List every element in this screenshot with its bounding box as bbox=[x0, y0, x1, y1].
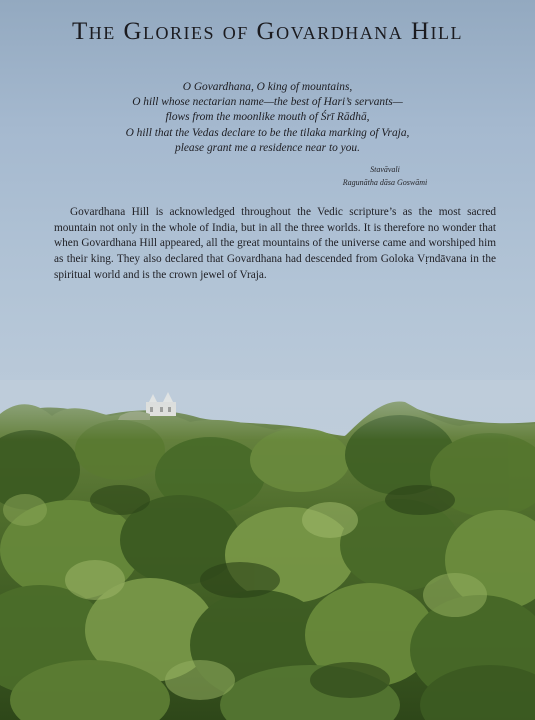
verse-line: please grant me a residence near to you. bbox=[175, 141, 360, 154]
page-title: The Glories of Govardhana Hill bbox=[71, 18, 464, 45]
verse-line: O hill that the Vedas declare to be the tilaka marking of Vraja, bbox=[125, 126, 410, 139]
forest-hill-photo bbox=[0, 380, 535, 720]
body-paragraph: Govardhana Hill is acknowledged throughout the Vedic scripture’s as the most sacred mountain not only in the whole of India, but in all the three worlds. It is therefore no wonder that when Govardhana Hill appeared, all the great mountains of the universe came and worshiped him as their king. They also declared that Govardhana had descended from Goloka Vṛndāvana in the spiritual world and is the crown jewel of Vraja. bbox=[54, 206, 496, 281]
verse-line: flows from the moonlike mouth of Śrī Rādhā, bbox=[165, 111, 370, 124]
attribution-author: Ragunātha dāsa Goswāmi bbox=[342, 178, 428, 187]
verse-block bbox=[0, 80, 535, 156]
body-text bbox=[54, 205, 496, 284]
verse-line: O Govardhana, O king of mountains, bbox=[182, 81, 353, 93]
attribution-source: Stavāvali bbox=[370, 165, 400, 174]
verse-attribution bbox=[310, 163, 460, 189]
verse-line: O hill whose nectarian name—the best of Hari’s servants— bbox=[132, 96, 403, 109]
